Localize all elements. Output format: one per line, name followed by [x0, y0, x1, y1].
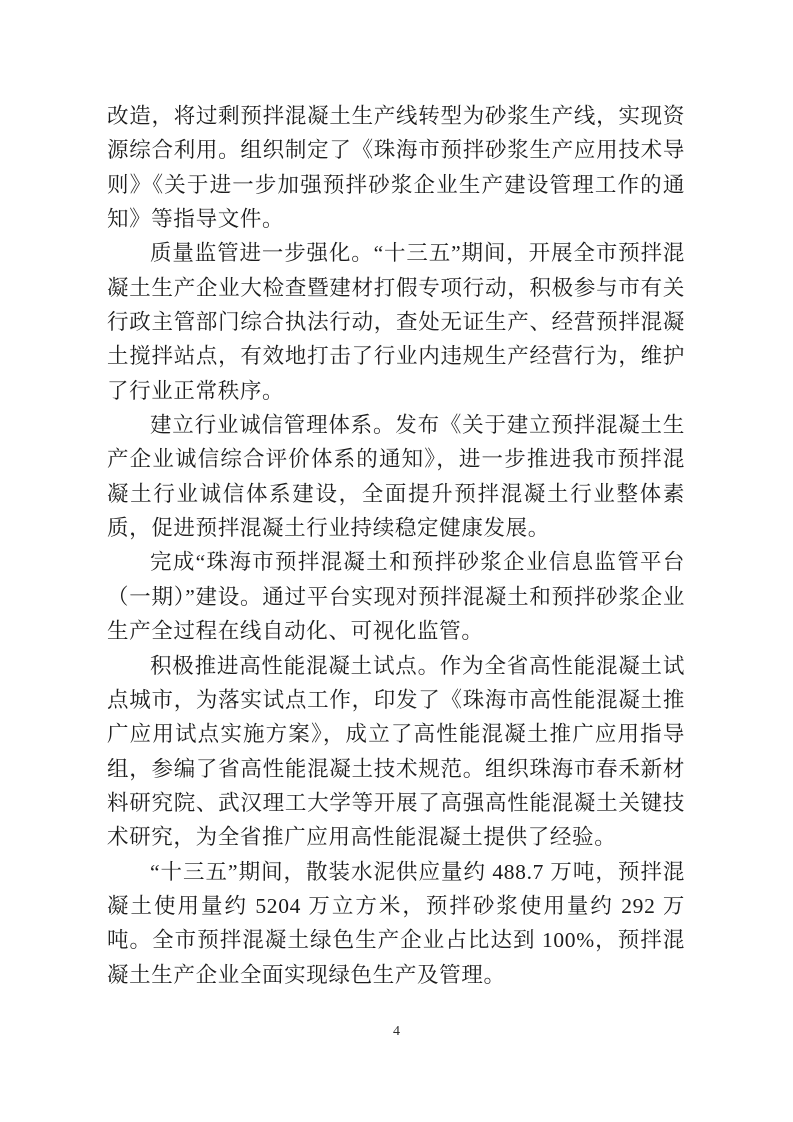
paragraph-3: 建立行业诚信管理体系。发布《关于建立预拌混凝土生产企业诚信综合评价体系的通知》，进一步推进我市预拌混凝土行业诚信体系建设，全面提升预拌混凝土行业整体素质，促进预拌混凝土行业持续稳定健康发展。	[107, 413, 685, 541]
document-body	[107, 99, 685, 992]
paragraph-4: 完成“珠海市预拌混凝土和预拌砂浆企业信息监管平台（一期）”建设。通过平台实现对预拌混凝土和预拌砂浆企业生产全过程在线自动化、可视化监管。	[107, 550, 685, 644]
paragraph-2: 质量监管进一步强化。“十三五”期间，开展全市预拌混凝土生产企业大检查暨建材打假专项行动，积极参与市有关行政主管部门综合执法行动，查处无证生产、经营预拌混凝土搅拌站点，有效地打击了行业内违规生产经营行为，维护了行业正常秩序。	[107, 241, 685, 403]
paragraph-5: 积极推进高性能混凝土试点。作为全省高性能混凝土试点城市，为落实试点工作，印发了《珠海市高性能混凝土推广应用试点实施方案》，成立了高性能混凝土推广应用指导组，参编了省高性能混凝土技术规范。组织珠海市春禾新材料研究院、武汉理工大学等开展了高强高性能混凝土关键技术研究，为全省推广应用高性能混凝土提供了经验。	[107, 653, 685, 850]
page-number: 4	[393, 1024, 400, 1039]
page-footer	[0, 1022, 793, 1040]
paragraph-6: “十三五”期间，散装水泥供应量约 488.7 万吨，预拌混凝土使用量约 5204 万立方米，预拌砂浆使用量约 292 万吨。全市预拌混凝土绿色生产企业占比达到 100%，预拌混凝土生产企业全面实现绿色生产及管理。	[107, 859, 685, 987]
paragraph-1: 改造，将过剩预拌混凝土生产线转型为砂浆生产线，实现资源综合利用。组织制定了《珠海市预拌砂浆生产应用技术导则》《关于进一步加强预拌砂浆企业生产建设管理工作的通知》等指导文件。	[107, 104, 685, 232]
